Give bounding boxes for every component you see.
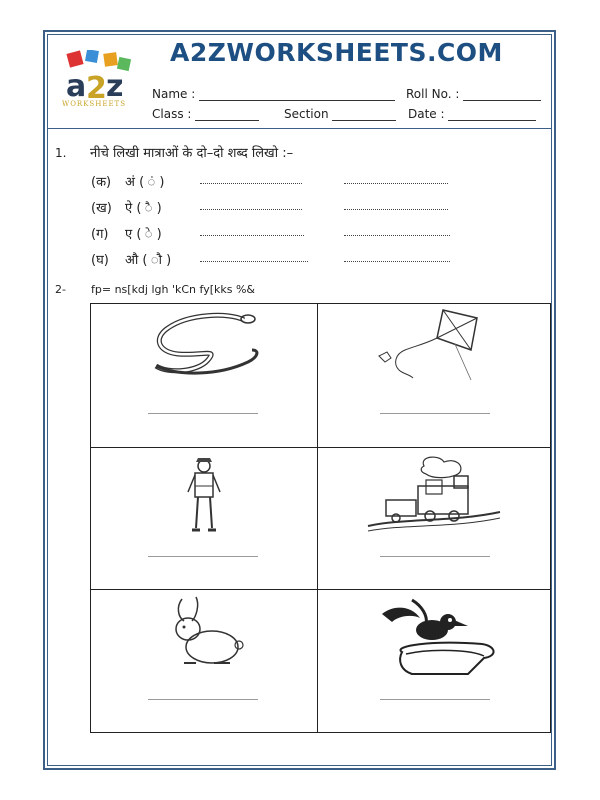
- site-title: A2ZWORKSHEETS.COM: [170, 38, 503, 67]
- q1-item-marker: (क): [91, 175, 112, 190]
- date-field[interactable]: [448, 108, 536, 121]
- answer-line[interactable]: [344, 183, 448, 184]
- picture-answer-line[interactable]: [148, 699, 258, 700]
- answer-line[interactable]: [200, 183, 302, 184]
- q1-item-marker: (ख): [91, 201, 112, 216]
- q2-instruction: fp= ns[kdj lgh 'kCn fy[kks %&: [91, 283, 255, 296]
- q1-item-marker: (घ): [91, 253, 109, 268]
- answer-line[interactable]: [344, 209, 448, 210]
- rabbit-picture: [160, 595, 250, 670]
- answer-line[interactable]: [344, 261, 450, 262]
- q1-item-text: ऐ ( ै ): [125, 201, 162, 216]
- q1-item-marker: (ग): [91, 227, 109, 242]
- svg-text:2: 2: [86, 71, 107, 106]
- q2-number: 2-: [55, 283, 66, 296]
- grid-row-divider: [90, 447, 551, 448]
- answer-line[interactable]: [200, 235, 304, 236]
- kite-picture: [375, 308, 485, 383]
- q1-item-text: ए ( े ): [125, 227, 162, 242]
- picture-answer-line[interactable]: [380, 413, 490, 414]
- section-field[interactable]: [332, 108, 396, 121]
- section-row: [284, 107, 396, 121]
- answer-line[interactable]: [344, 235, 450, 236]
- class-row: [152, 107, 259, 121]
- q1-item-text: औ ( ौ ): [125, 253, 172, 268]
- logo-caption: WORKSHEETS: [62, 100, 127, 108]
- header-divider: [47, 128, 552, 129]
- snake-picture: [148, 310, 263, 380]
- roll-row: [406, 87, 541, 101]
- answer-line[interactable]: [200, 261, 308, 262]
- picture-answer-line[interactable]: [380, 556, 490, 557]
- train-picture: [364, 456, 504, 534]
- name-row: [152, 87, 395, 101]
- roll-field[interactable]: [463, 88, 541, 101]
- q1-number: 1.: [55, 146, 67, 160]
- section-label: Section: [284, 107, 329, 121]
- roll-label: Roll No. :: [406, 87, 460, 101]
- class-field[interactable]: [195, 108, 259, 121]
- answer-line[interactable]: [200, 209, 302, 210]
- grid-row-divider: [90, 589, 551, 590]
- svg-text:a: a: [66, 69, 87, 104]
- picture-answer-line[interactable]: [148, 556, 258, 557]
- q1-instruction: नीचे लिखी मात्राओं के दो–दो शब्द लिखो :–: [90, 146, 294, 161]
- picture-answer-line[interactable]: [380, 699, 490, 700]
- crow-picture: [372, 596, 502, 676]
- svg-text:z: z: [106, 69, 124, 104]
- picture-answer-line[interactable]: [148, 413, 258, 414]
- name-field[interactable]: [199, 88, 395, 101]
- grid-column-divider: [317, 303, 318, 733]
- date-row: [408, 107, 536, 121]
- soldier-picture: [182, 456, 227, 536]
- q1-item-text: अं ( ं ): [125, 175, 165, 190]
- class-label: Class :: [152, 107, 192, 121]
- date-label: Date :: [408, 107, 445, 121]
- name-label: Name :: [152, 87, 196, 101]
